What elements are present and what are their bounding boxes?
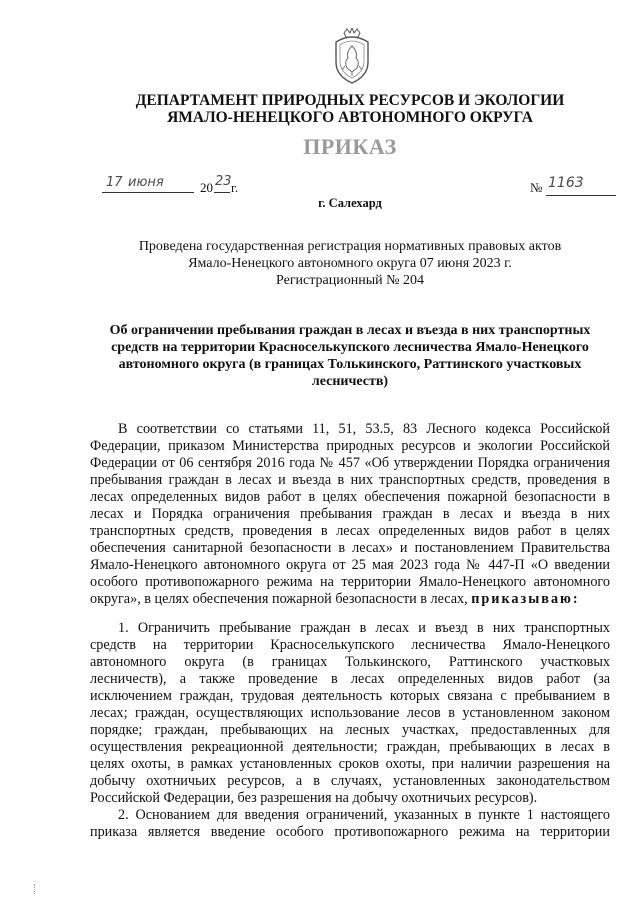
item-line: 2. Основанием для введения ограничений, указанных в пункте 1 настоящего (118, 807, 610, 823)
document-type-title: ПРИКАЗ (303, 134, 397, 159)
body-line: пребывания граждан в лесах и въезда в них транспортных средств, проведения в (90, 472, 610, 488)
date-month: июня (128, 175, 164, 190)
body-line (90, 591, 610, 608)
order-date (100, 176, 240, 200)
registration-line3: Регистрационный № 204 (276, 273, 424, 288)
item-line: лесничеств), а также проведение в лесах определенных видов работ (за (90, 671, 610, 687)
number-sign: № (530, 180, 543, 195)
scan-artifact (34, 884, 38, 894)
body-last-line-text: округа», в целях обеспечения пожарной безопасности в лесах, (90, 591, 468, 607)
item-line: добычу охотничьих ресурсов, а в случаях, установленных законодательством (90, 773, 610, 789)
registration-line2: Ямало-Ненецкого автономного округа 07 июня 2023 г. (188, 256, 512, 271)
item-line: исключением граждан, трудовая деятельность которых связана с пребыванием в (90, 688, 610, 704)
item-line: средств на территории Красноселькупского лесничества Ямало-Ненецкого (90, 637, 610, 653)
department-name-line1: ДЕПАРТАМЕНТ ПРИРОДНЫХ РЕСУРСОВ И ЭКОЛОГИИ (135, 92, 565, 109)
order-title-line4: лесничеств) (311, 374, 389, 389)
city-label: г. Салехард (318, 196, 382, 210)
order-word: приказываю: (471, 591, 580, 607)
body-line: В соответствии со статьями 11, 51, 53.5, 83 Лесного кодекса Российской (118, 421, 610, 437)
item-line: автономного округа (в границах Толькинского, Раттинского участковых (90, 654, 610, 670)
body-line: транспортных средств, проведения в лесах определенных видов работ в целях (90, 523, 610, 539)
date-underline (102, 192, 194, 193)
body-line: Ямало-Ненецкого автономного округа от 25 мая 2023 года № 447-П «О введении (90, 557, 610, 573)
year-underline (214, 192, 230, 193)
item-line: Российской Федерации, без разрешения на добычу охотничьих ресурсов). (90, 790, 538, 806)
body-line: лесах определенных видов работ в целях обеспечения пожарной безопасности в (90, 489, 610, 505)
body-line: Федерации от 06 сентября 2016 года № 457 «Об утверждении Порядка ограничения (90, 455, 610, 471)
registration-line1: Проведена государственная регистрация нормативных правовых актов (138, 239, 562, 254)
item-line: целях охоты, в рамках установленных сроков охоты, при наличии разрешения на (90, 756, 610, 772)
order-title-line3: автономного округа (в границах Толькинского, Раттинского участковых (118, 357, 582, 372)
body-line: особого противопожарного режима на территории Ямало-Ненецкого автономного (90, 574, 610, 590)
item-line: 1. Ограничить пребывание граждан в лесах и въезд в них транспортных (118, 620, 610, 636)
item-line: лесах; граждан, осуществляющих использование лесов в установленном законом (90, 705, 610, 721)
number-underline (546, 195, 616, 196)
coat-of-arms-icon (330, 28, 374, 86)
date-day: 17 (106, 175, 123, 190)
order-number (530, 176, 620, 200)
number-value: 1163 (548, 175, 584, 191)
department-name-line2: ЯМАЛО-НЕНЕЦКОГО АВТОНОМНОГО ОКРУГА (167, 109, 533, 126)
body-line: обеспечения санитарной безопасности в лесах» и постановлением Правительства (90, 540, 610, 556)
order-title-line1: Об ограничении пребывания граждан в лесах и въезда в них транспортных (109, 323, 591, 338)
date-year: 23 (215, 174, 232, 189)
body-line: лесах и Порядка ограничения пребывания граждан в лесах и въезда в них (90, 506, 610, 522)
date-year-prefix: 20 (200, 180, 213, 195)
item-line: приказа является введение особого противопожарного режима на территории (90, 824, 610, 840)
item-line: порядке; граждан, пребывающих на лесных участках, предоставленных для (90, 722, 610, 738)
order-title-line2: средств на территории Красноселькупского лесничества Ямало-Ненецкого (111, 340, 589, 355)
date-year-suffix: г. (231, 180, 239, 195)
body-line: Федерации, приказом Министерства природных ресурсов и экологии Российской (90, 438, 610, 454)
item-line: осуществления рекреационной деятельности; граждан, пребывающих в лесах в (90, 739, 610, 755)
